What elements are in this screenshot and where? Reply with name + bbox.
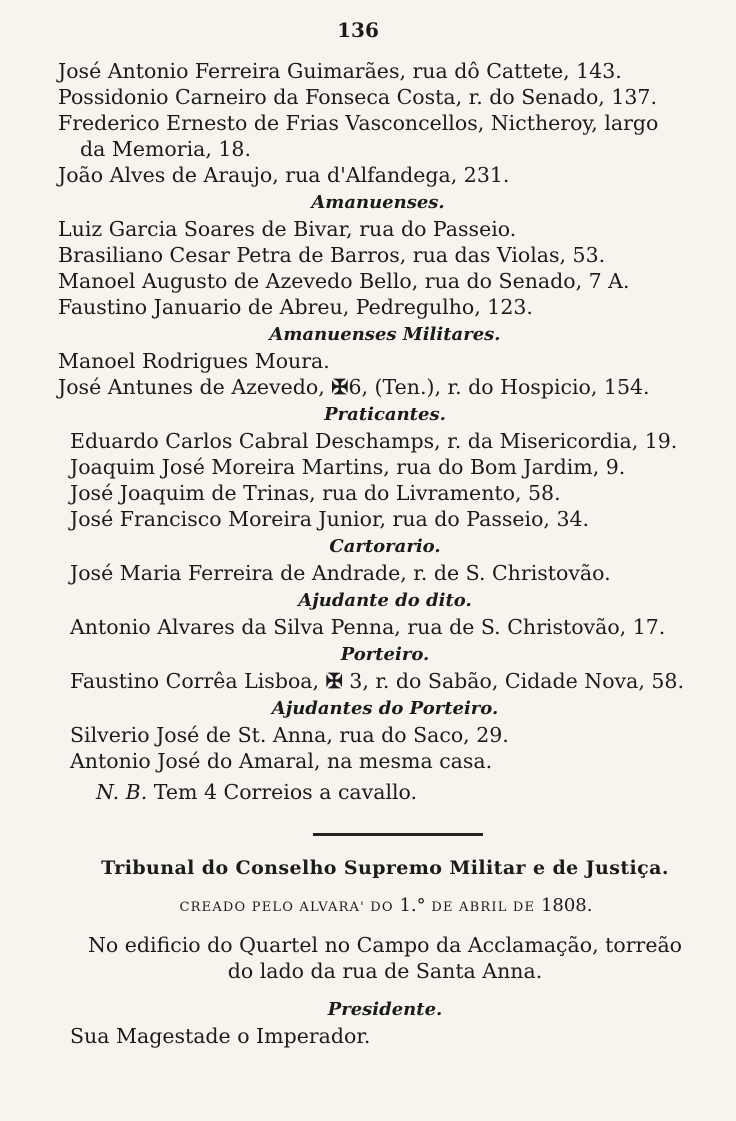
entry-line: Silverio José de St. Anna, rua do Saco, 29. xyxy=(70,723,509,747)
creation-month: DE ABRIL DE xyxy=(431,900,536,915)
entry-line: Possidonio Carneiro da Fonseca Costa, r. do Senado, 137. xyxy=(58,85,657,109)
entry-text: 3, r. do Sabão, Cidade Nova, 58. xyxy=(349,669,684,693)
creation-year: 1808. xyxy=(540,895,593,916)
entry-line: José Francisco Moreira Junior, rua do Passeio, 34. xyxy=(70,507,590,531)
entry-line: Faustino Januario de Abreu, Pedregulho, 123. xyxy=(58,295,533,319)
nota-bene-label: N. B. xyxy=(96,780,148,804)
entry-line-continued: da Memoria, 18. xyxy=(80,137,251,161)
entry-text: Faustino Corrêa Lisboa, xyxy=(70,669,320,693)
section-heading-ajudantes-porteiro: Ajudantes do Porteiro. xyxy=(271,698,499,719)
section-heading-ajudante-dito: Ajudante do dito. xyxy=(298,590,472,611)
location-line: do lado da rua de Santa Anna. xyxy=(227,959,543,983)
section-heading-presidente: Presidente. xyxy=(327,999,443,1020)
nota-bene-text: Tem 4 Correios a cavallo. xyxy=(153,780,418,804)
page-body xyxy=(58,58,698,1049)
tribunal-location xyxy=(72,932,698,984)
entry-line: José Maria Ferreira de Andrade, r. de S. Christovão. xyxy=(70,561,611,585)
tribunal-title: Tribunal do Conselho Supremo Militar e de Justiça. xyxy=(101,857,669,879)
tribunal-creation xyxy=(74,892,698,922)
entry-line: Eduardo Carlos Cabral Deschamps, r. da Misericordia, 19. xyxy=(70,429,678,453)
location-line: No edificio do Quartel no Campo da Acclamação, torreão xyxy=(87,933,683,957)
entry-line: Manoel Rodrigues Moura. xyxy=(58,349,330,373)
entry-line: Joaquim José Moreira Martins, rua do Bom Jardim, 9. xyxy=(70,455,626,479)
section-heading-porteiro: Porteiro. xyxy=(340,644,430,665)
section-heading-amanuenses: Amanuenses. xyxy=(311,192,445,213)
page-number: 136 xyxy=(337,18,379,42)
order-cross-icon: ✠ xyxy=(325,669,343,693)
entry-line: José Antonio Ferreira Guimarães, rua dô Cattete, 143. xyxy=(58,59,622,83)
entry-line: Antonio José do Amaral, na mesma casa. xyxy=(70,749,493,773)
section-heading-praticantes: Praticantes. xyxy=(324,404,446,425)
section-heading-cartorario: Cartorario. xyxy=(329,536,441,557)
section-divider xyxy=(313,833,483,836)
entry-line xyxy=(58,374,698,400)
entry-line: José Joaquim de Trinas, rua do Livramento, 58. xyxy=(70,481,561,505)
section-heading-amanuenses-militares: Amanuenses Militares. xyxy=(269,324,501,345)
entry-text: José Antunes de Azevedo, xyxy=(58,375,325,399)
creation-day: 1.° xyxy=(399,895,426,916)
nota-bene xyxy=(58,779,698,805)
order-cross-icon: ✠ xyxy=(331,375,349,399)
entry-line: Antonio Alvares da Silva Penna, rua de S. Christovão, 17. xyxy=(70,615,666,639)
entry-line: João Alves de Araujo, rua d'Alfandega, 231. xyxy=(58,163,510,187)
entry-text: 6, (Ten.), r. do Hospicio, 154. xyxy=(348,375,650,399)
entry-line: Sua Magestade o Imperador. xyxy=(70,1024,371,1048)
entry-line: Luiz Garcia Soares de Bivar, rua do Passeio. xyxy=(58,217,517,241)
entry-line: Brasiliano Cesar Petra de Barros, rua das Violas, 53. xyxy=(58,243,606,267)
entry-line: Frederico Ernesto de Frias Vasconcellos, Nictheroy, largo xyxy=(58,111,659,135)
entry-line: Manoel Augusto de Azevedo Bello, rua do Senado, 7 A. xyxy=(58,269,630,293)
creation-prefix: CREADO PELO ALVARA' DO xyxy=(179,900,394,915)
entry-line xyxy=(58,668,698,694)
